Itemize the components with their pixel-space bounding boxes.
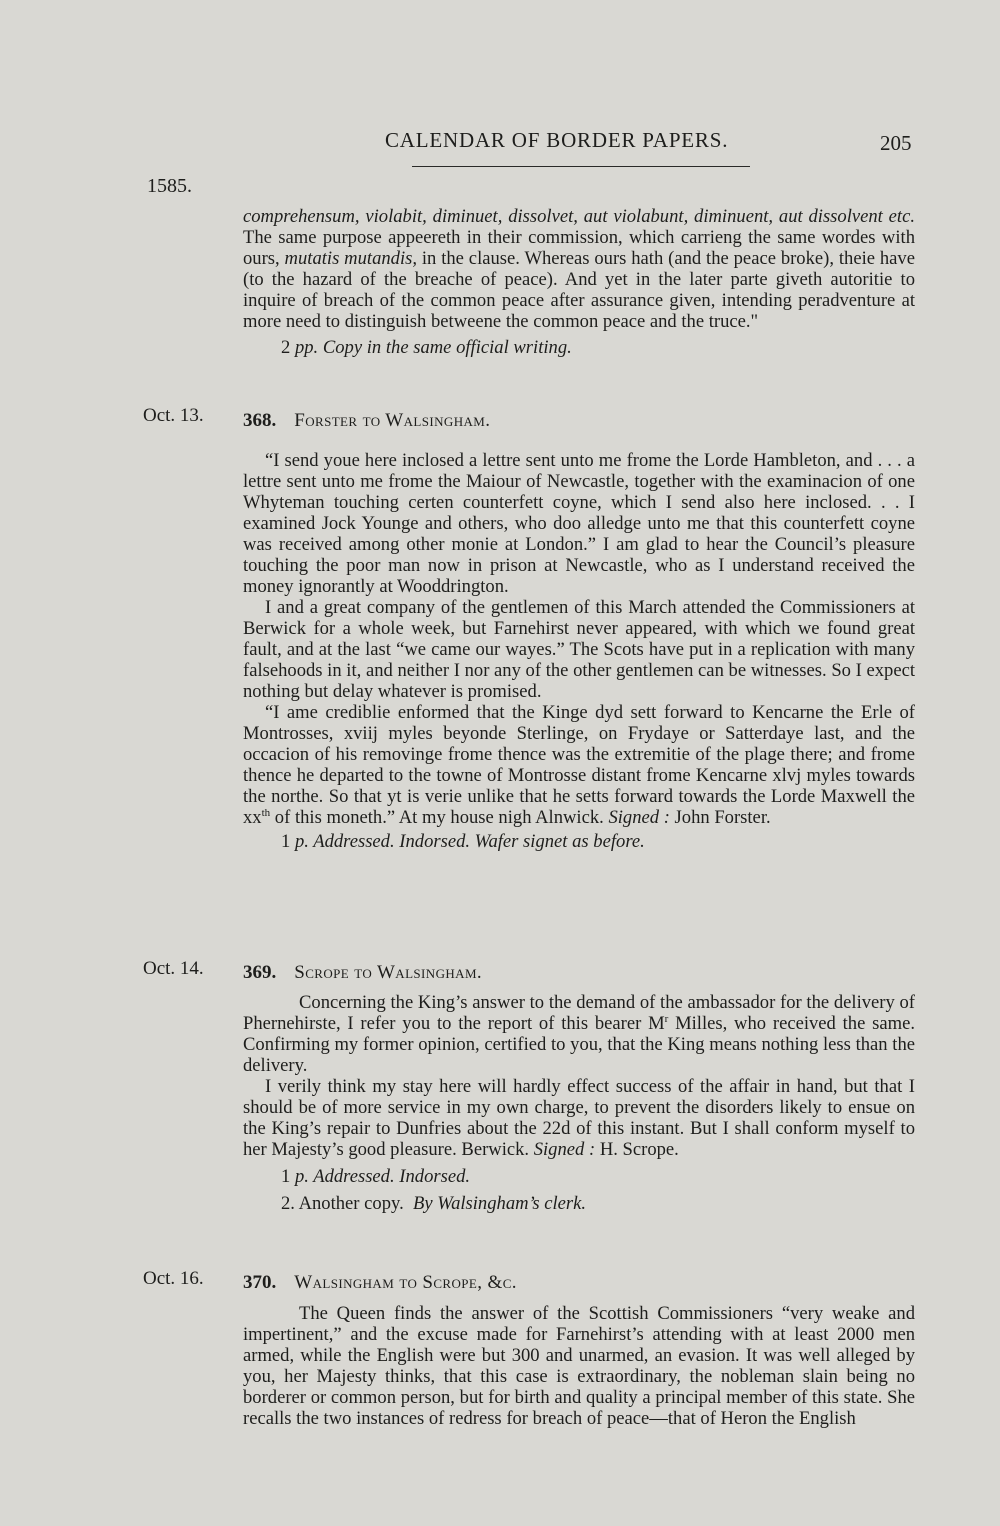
paragraph: “I send youe here inclosed a lettre sent unto me frome the Lorde Hambleton, and . . . a lettre sent unto me frome the Maiour of Newcastle, together with the examinacion of one Whyteman touching certen counterfett coyne, which I send also here inclosed. . . I examined Jock Younge and others, who doo alledge unto me that this counterfett coyne was received among other monie at London.” I am glad to hear the Council’s pleasure touching the poor man now in prison at Newcastle, who as I understand received the money ignorantly at Wooddrington. — [243, 450, 915, 597]
header-rule — [412, 166, 750, 167]
paragraph: “I ame crediblie enformed that the Kinge dyd sett forward to Kencarne the Erle of Montrosses, xviij myles beyonde Sterlinge, on Frydaye or Satterdaye last, and the occacion of his removinge frome thence was the extremitie of the plage there; and frome thence he departed to the towne of Montrosse distant frome Kencarne xlvj myles towards the northe. So that yt is verie unlike that he setts forward towards the Lorde Maxwell the $xx^{th}$ of this moneth.” At my house nigh Alnwick. Signed : John Forster. — [243, 702, 915, 828]
entry-body — [243, 1303, 915, 1429]
entry-heading — [243, 410, 490, 432]
entry-body — [243, 450, 915, 852]
entry-heading — [243, 1272, 517, 1294]
document-note: 1 p. Addressed. Indorsed. — [281, 1166, 471, 1187]
document-note: 2 pp. Copy in the same official writing. — [281, 337, 572, 358]
signatory: John Forster. — [669, 807, 771, 828]
latin-phrase: mutatis mutandis, — [284, 248, 418, 269]
signed-label: Signed : — [608, 807, 670, 828]
entry-date: Oct. 16. — [143, 1268, 204, 1289]
entry-number: 370. — [243, 1272, 277, 1293]
page-number: 205 — [880, 131, 912, 155]
paragraph: I and a great company of the gentlemen of this March attended the Commissioners at Berwick for a whole week, but Farnehirst never appeared, with which we found great fault, and at the last “we came our wayes.” The Scots have put in a replication with many falsehoods in it, and neither I nor any of the other gentlemen can be witnesses. So I expect nothing but delay whatever is promised. — [243, 597, 915, 702]
signatory: H. Scrope. — [595, 1139, 679, 1160]
running-title: CALENDAR OF BORDER PAPERS. — [385, 128, 729, 152]
document-note: 1 p. Addressed. Indorsed. Wafer signet as before. — [281, 831, 645, 852]
entry-body — [243, 992, 915, 1214]
entry-number: 369. — [243, 962, 277, 983]
entry-number: 368. — [243, 410, 277, 431]
entry-title: Forster to Walsingham. — [294, 410, 491, 431]
entry-heading — [243, 962, 482, 984]
paragraph: I verily think my stay here will hardly effect success of the affair in hand, but that I should be of more service in my own charge, to prevent the disorders likely to ensue on the King’s repair to Dunfries about the 22d of this instant. But I shall conform myself to her Majesty’s good pleasure. Berwick. Signed : H. Scrope. — [243, 1076, 915, 1160]
carryover-block — [243, 206, 915, 358]
entry-title: Walsingham to Scrope, &c. — [294, 1272, 517, 1293]
signed-label: Signed : — [533, 1139, 596, 1160]
entry-date: Oct. 14. — [143, 958, 204, 979]
paragraph: The Queen finds the answer of the Scottish Commissioners “very weake and impertinent,” and the excuse made for Farnehirst’s attending with at least 2000 men armed, while the English were but 300 and unarmed, an evasion. It was well alleged by you, her Majesty thinks, that this case is extraordinary, the nobleman slain being no borderer or common person, but for birth and quality a principal member of this state. She recalls the two instances of redress for breach of peace—that of Heron the English — [243, 1303, 915, 1429]
margin-year: 1585. — [147, 175, 192, 197]
entry-title: Scrope to Walsingham. — [294, 962, 483, 983]
latin-phrase: comprehensum, violabit, diminuet, dissolvet, aut violabunt, diminuent, aut dissolvent etc. — [243, 206, 915, 227]
paragraph: Concerning the King’s answer to the demand of the ambassador for the delivery of Phernehirste, I refer you to the report of this bearer $M^r$ Milles, who received the same. Confirming my former opinion, certified to you, that the King means nothing less than the delivery. — [243, 992, 915, 1076]
entry-date: Oct. 13. — [143, 405, 204, 426]
carryover-paragraph: comprehensum, violabit, diminuet, dissolvet, aut violabunt, diminuent, aut dissolvent etc. The same purpose appeereth in their commission, which carrieng the same wordes with ours, mutatis mutandis, in the clause. Whereas ours hath (and the peace broke), theie have (to the hazard of the breache of peace). And yet in the later parte giveth autoritie to inquire of breach of the common peace after assurance given, intending peradventure at more need to distinguish betweene the common peace and the truce." — [243, 206, 915, 332]
document-note: 2. Another copy. By Walsingham’s clerk. — [281, 1193, 587, 1214]
